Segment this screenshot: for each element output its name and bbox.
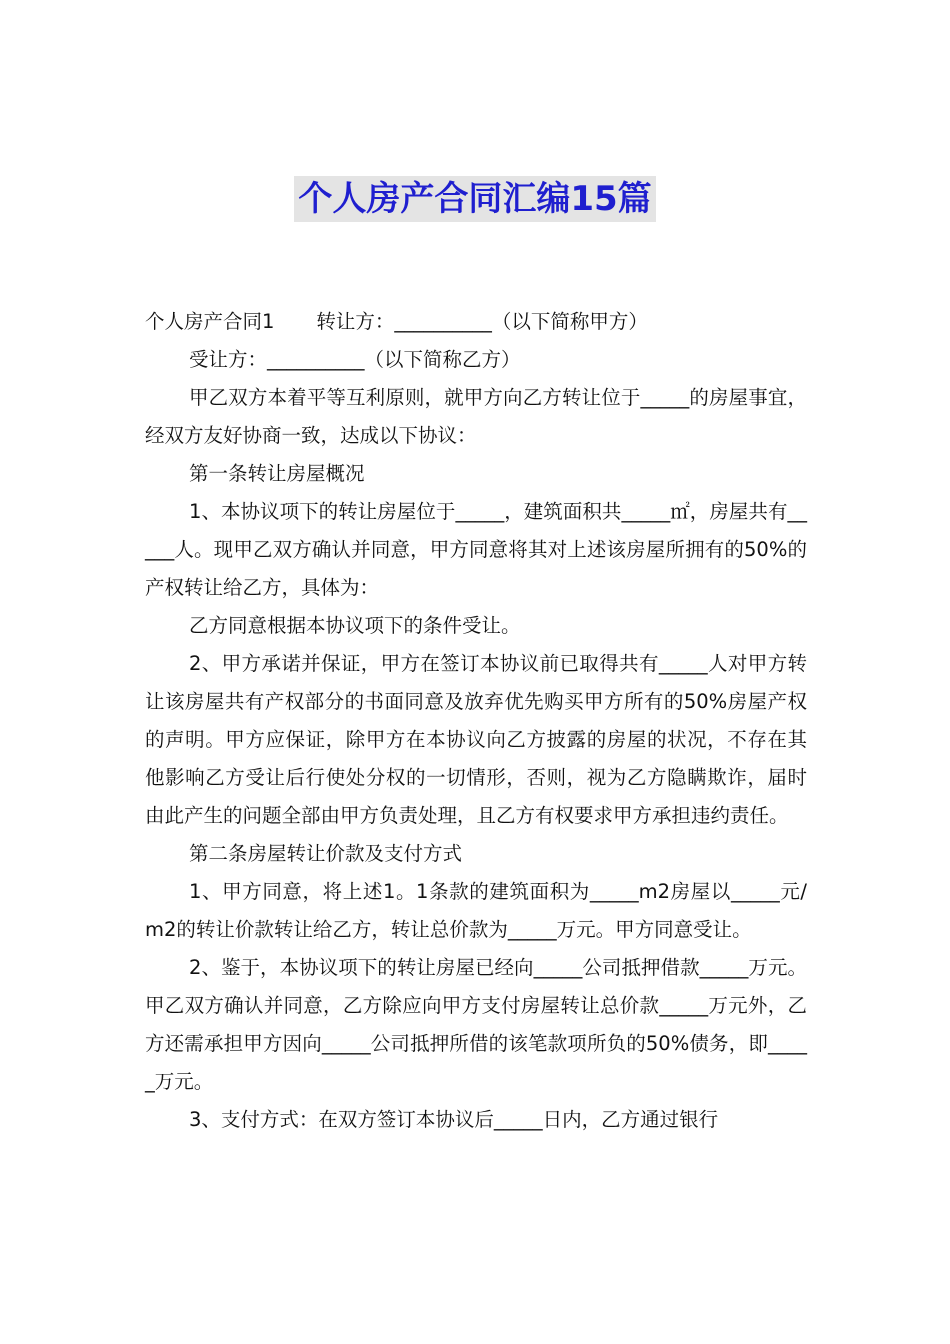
paragraph: 1、甲方同意，将上述1。1条款的建筑面积为_____m2房屋以_____元/m2的转让价款转让给乙方，转让总价款为_____万元。甲方同意受让。 <box>145 880 807 941</box>
transferor-line: 转让方：__________（以下简称甲方） <box>316 310 648 333</box>
paragraph: 2、甲方承诺并保证，甲方在签订本协议前已取得共有_____人对甲方转让该房屋共有产权部分的书面同意及放弃优先购买甲方所有的50%房屋产权的声明。甲方应保证，除甲方在本协议向乙方披露的房屋的状况，不存在其他影响乙方受让后行使处分权的一切情形，否则，视为乙方隐瞒欺诈，届时由此产生的问题全部由甲方负责处理，且乙方有权要求甲方承担违约责任。 <box>145 652 807 827</box>
paragraph: 2、鉴于，本协议项下的转让房屋已经向_____公司抵押借款_____万元。甲乙双方确认并同意，乙方除应向甲方支付房屋转让总价款_____万元外，乙方还需承担甲方因向_____公司抵押所借的该笔款项所负的50%债务，即_____万元。 <box>145 956 807 1093</box>
paragraph: 3、支付方式：在双方签订本协议后_____日内，乙方通过银行 <box>189 1108 719 1131</box>
paragraph: 1、本协议项下的转让房屋位于_____，建筑面积共_____㎡，房屋共有_____人。现甲乙双方确认并同意，甲方同意将其对上述该房屋所拥有的50%的产权转让给乙方，具体为： <box>145 500 807 599</box>
section-heading: 第二条房屋转让价款及支付方式 <box>189 842 463 865</box>
section-heading: 第一条转让房屋概况 <box>189 462 365 485</box>
document-title: 个人房产合同汇编15篇 <box>294 176 655 222</box>
document-body <box>145 303 807 1139</box>
paragraph: 乙方同意根据本协议项下的条件受让。 <box>189 614 521 637</box>
contract-first-line <box>145 303 807 341</box>
paragraph: 甲乙双方本着平等互利原则，就甲方向乙方转让位于_____的房屋事宜，经双方友好协商一致，达成以下协议： <box>145 386 807 447</box>
title-container <box>0 176 950 222</box>
paragraph: 受让方：__________（以下简称乙方） <box>189 348 521 371</box>
contract-heading: 个人房产合同1 <box>145 310 275 333</box>
